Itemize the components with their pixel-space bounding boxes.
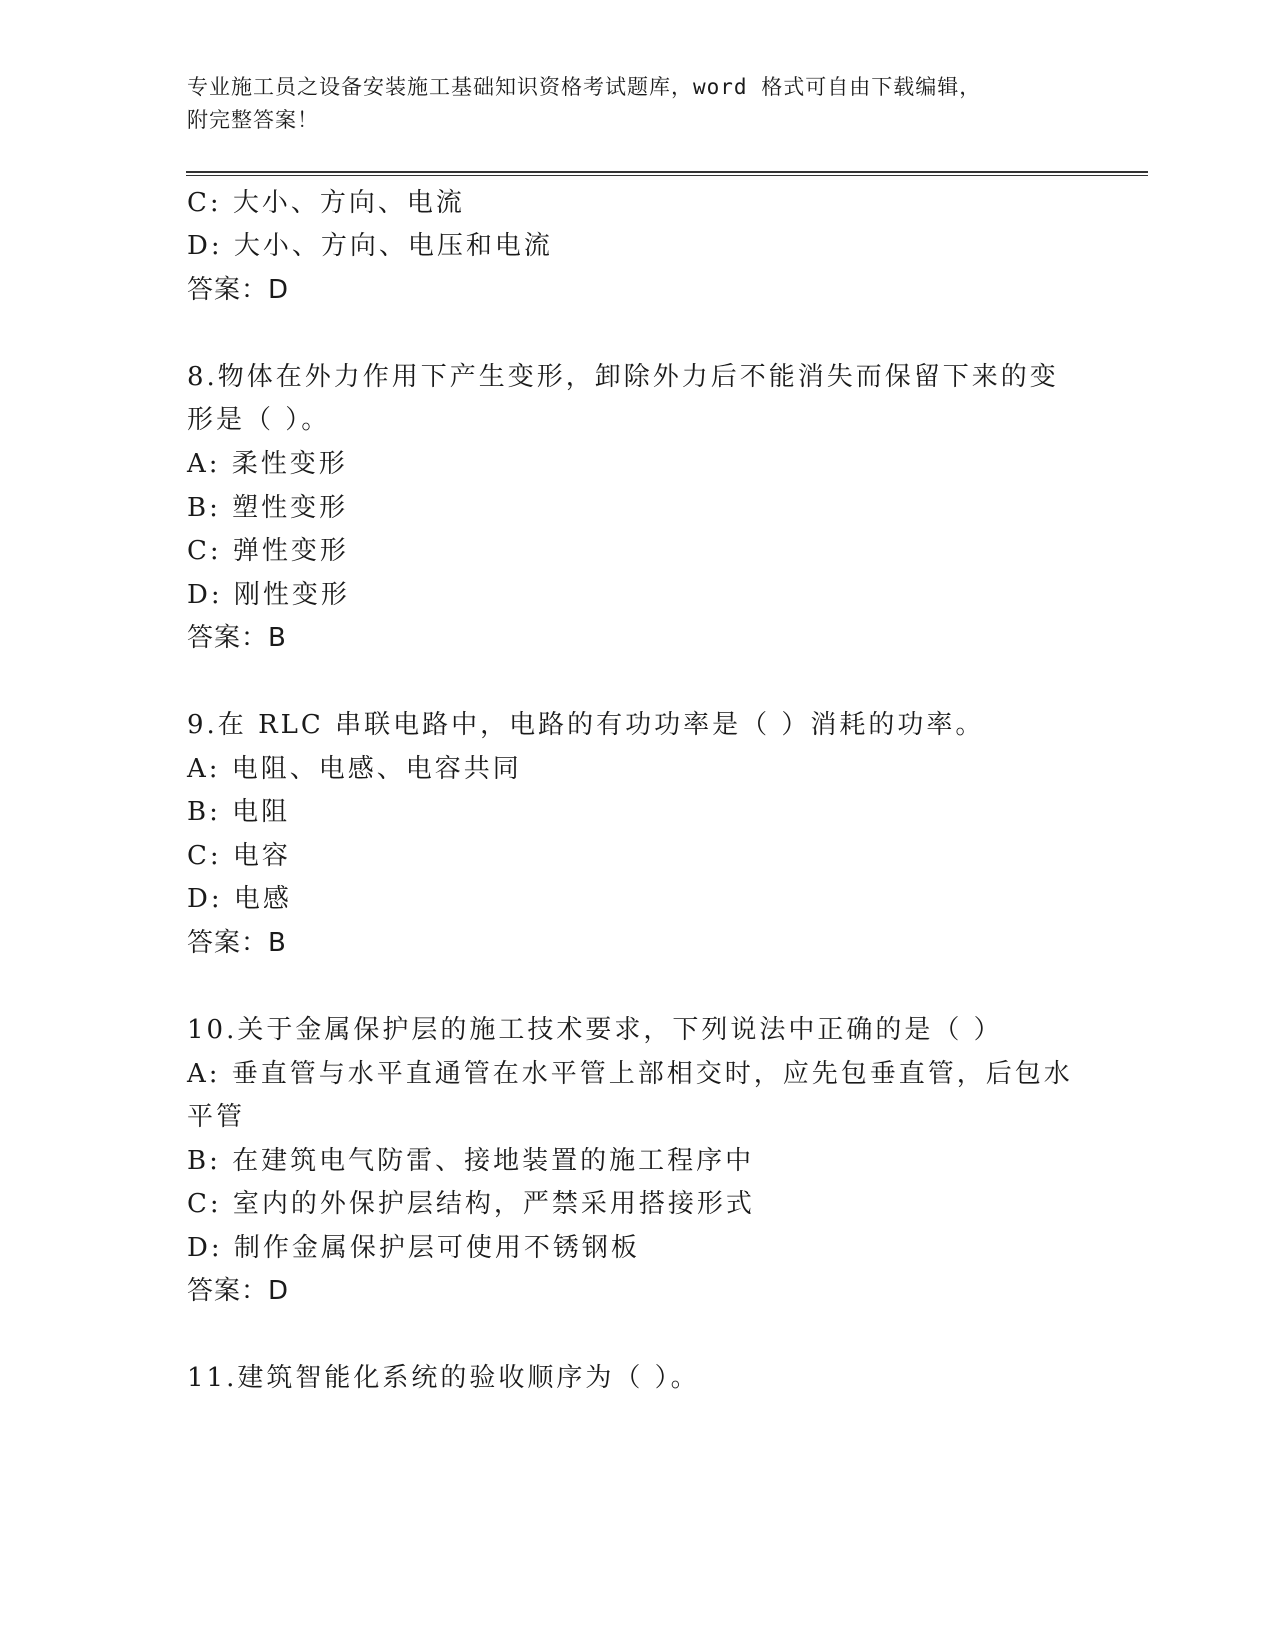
q8-answer: 答案：B — [187, 623, 287, 653]
q8-option-a: A: 柔性变形 — [187, 449, 348, 479]
q7-option-c: C: 大小、方向、电流 — [187, 188, 465, 218]
q10-stem: 10.关于金属保护层的施工技术要求，下列说法中正确的是（ ） — [187, 1015, 1003, 1045]
header-rule-bottom — [186, 175, 1148, 176]
q9-stem: 9.在 RLC 串联电路中，电路的有功功率是（ ）消耗的功率。 — [187, 710, 985, 740]
q9-answer: 答案：B — [187, 928, 287, 958]
q11-stem: 11.建筑智能化系统的验收顺序为（ ）。 — [187, 1363, 700, 1393]
header-line-2: 附完整答案！ — [187, 108, 319, 132]
q9-option-d: D: 电感 — [187, 884, 292, 914]
q8-option-b: B: 塑性变形 — [187, 493, 349, 523]
q7-option-d: D: 大小、方向、电压和电流 — [187, 231, 553, 261]
q10-option-b: B: 在建筑电气防雷、接地装置的施工程序中 — [187, 1146, 755, 1176]
q10-option-a-line-2: 平管 — [187, 1102, 246, 1132]
q8-stem-line-1: 8.物体在外力作用下产生变形，卸除外力后不能消失而保留下来的变 — [187, 362, 1059, 392]
q10-option-a-line-1: A: 垂直管与水平直通管在水平管上部相交时，应先包垂直管，后包水 — [187, 1059, 1073, 1089]
q10-option-d: D: 制作金属保护层可使用不锈钢板 — [187, 1233, 640, 1263]
header-line-1: 专业施工员之设备安装施工基础知识资格考试题库，word 格式可自由下载编辑， — [187, 75, 982, 99]
q9-option-c: C: 电容 — [187, 841, 291, 871]
q9-option-a: A: 电阻、电感、电容共同 — [187, 754, 522, 784]
q10-option-c: C: 室内的外保护层结构，严禁采用搭接形式 — [187, 1189, 755, 1219]
q9-option-b: B: 电阻 — [187, 797, 291, 827]
q8-stem-line-2: 形是（ ）。 — [187, 405, 331, 435]
q10-answer: 答案：D — [187, 1276, 290, 1306]
q8-option-d: D: 刚性变形 — [187, 580, 350, 610]
q7-answer: 答案：D — [187, 275, 290, 305]
header-rule-top — [186, 171, 1148, 173]
q8-option-c: C: 弹性变形 — [187, 536, 349, 566]
